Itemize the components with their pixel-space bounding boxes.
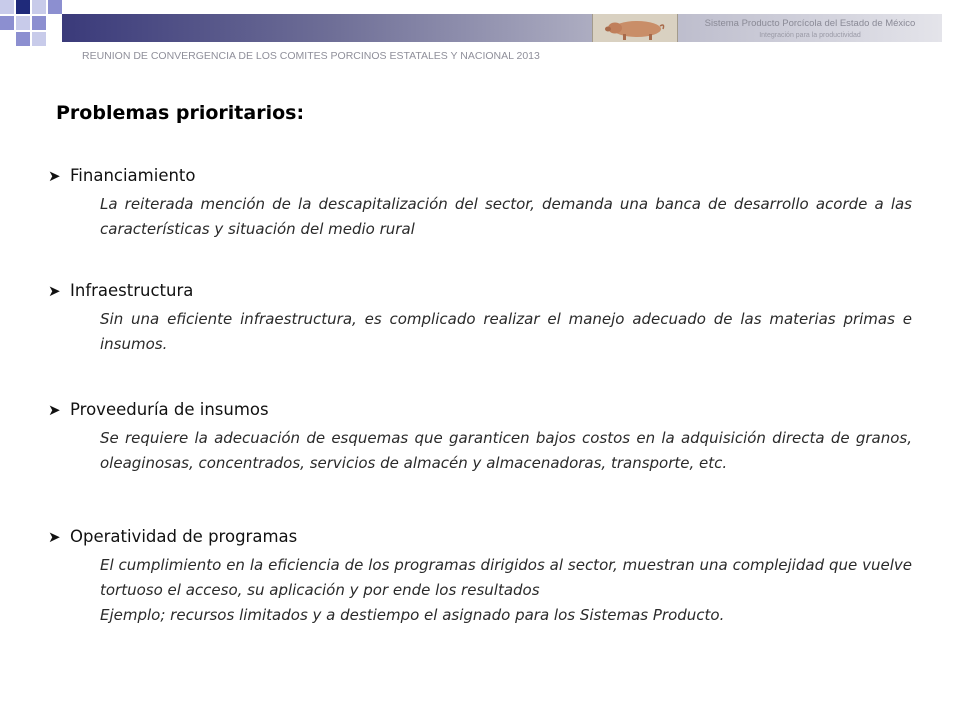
section-title: Problemas prioritarios: [56,102,305,124]
item-heading-row [48,166,196,185]
item-description: El cumplimiento en la eficiencia de los programas dirigidos al sector, muestran una complejidad que vuelve tortuoso el acceso, su aplicación y por ende los resultados [100,556,912,599]
arrow-bullet-icon: ➤ [48,401,61,419]
decor-square [16,16,30,30]
item-description-block [100,192,912,242]
item-description: La reiterada mención de la descapitalización del sector, demanda una banca de desarrollo acorde a las características y situación del medio rural [100,195,912,238]
item-heading-row [48,281,193,300]
decor-square [16,32,30,46]
arrow-bullet-icon: ➤ [48,528,61,546]
item-heading: Operatividad de programas [70,527,298,546]
arrow-bullet-icon: ➤ [48,282,61,300]
decor-square [32,32,46,46]
item-description-block [100,307,912,357]
item-heading: Proveeduría de insumos [70,400,269,419]
arrow-bullet-icon: ➤ [48,167,61,185]
decor-square [0,0,14,14]
organization-tagline: Integración para la productividad [759,32,861,39]
item-example: Ejemplo; recursos limitados y a destiempo el asignado para los Sistemas Producto. [100,606,725,624]
item-heading: Infraestructura [70,281,194,300]
organization-name: Sistema Producto Porcícola del Estado de México [704,18,916,29]
decor-square [32,0,46,14]
decor-square [0,16,14,30]
item-description-block [100,426,912,476]
item-description: Sin una eficiente infraestructura, es complicado realizar el manejo adecuado de las materias primas e insumos. [100,310,912,353]
item-heading-row [48,527,297,546]
decor-square [16,0,30,14]
item-description-block [100,553,912,628]
decor-square [32,16,46,30]
decor-square [48,0,62,14]
pig-logo-image [592,14,678,42]
item-heading-row [48,400,269,419]
item-heading: Financiamiento [70,166,196,185]
meeting-title: REUNION DE CONVERGENCIA DE LOS COMITES PORCINOS ESTATALES Y NACIONAL 2013 [82,50,540,62]
item-description: Se requiere la adecuación de esquemas que garanticen bajos costos en la adquisición directa de granos, oleaginosas, concentrados, servicios de almacén y almacenadoras, transporte, etc. [100,429,912,472]
